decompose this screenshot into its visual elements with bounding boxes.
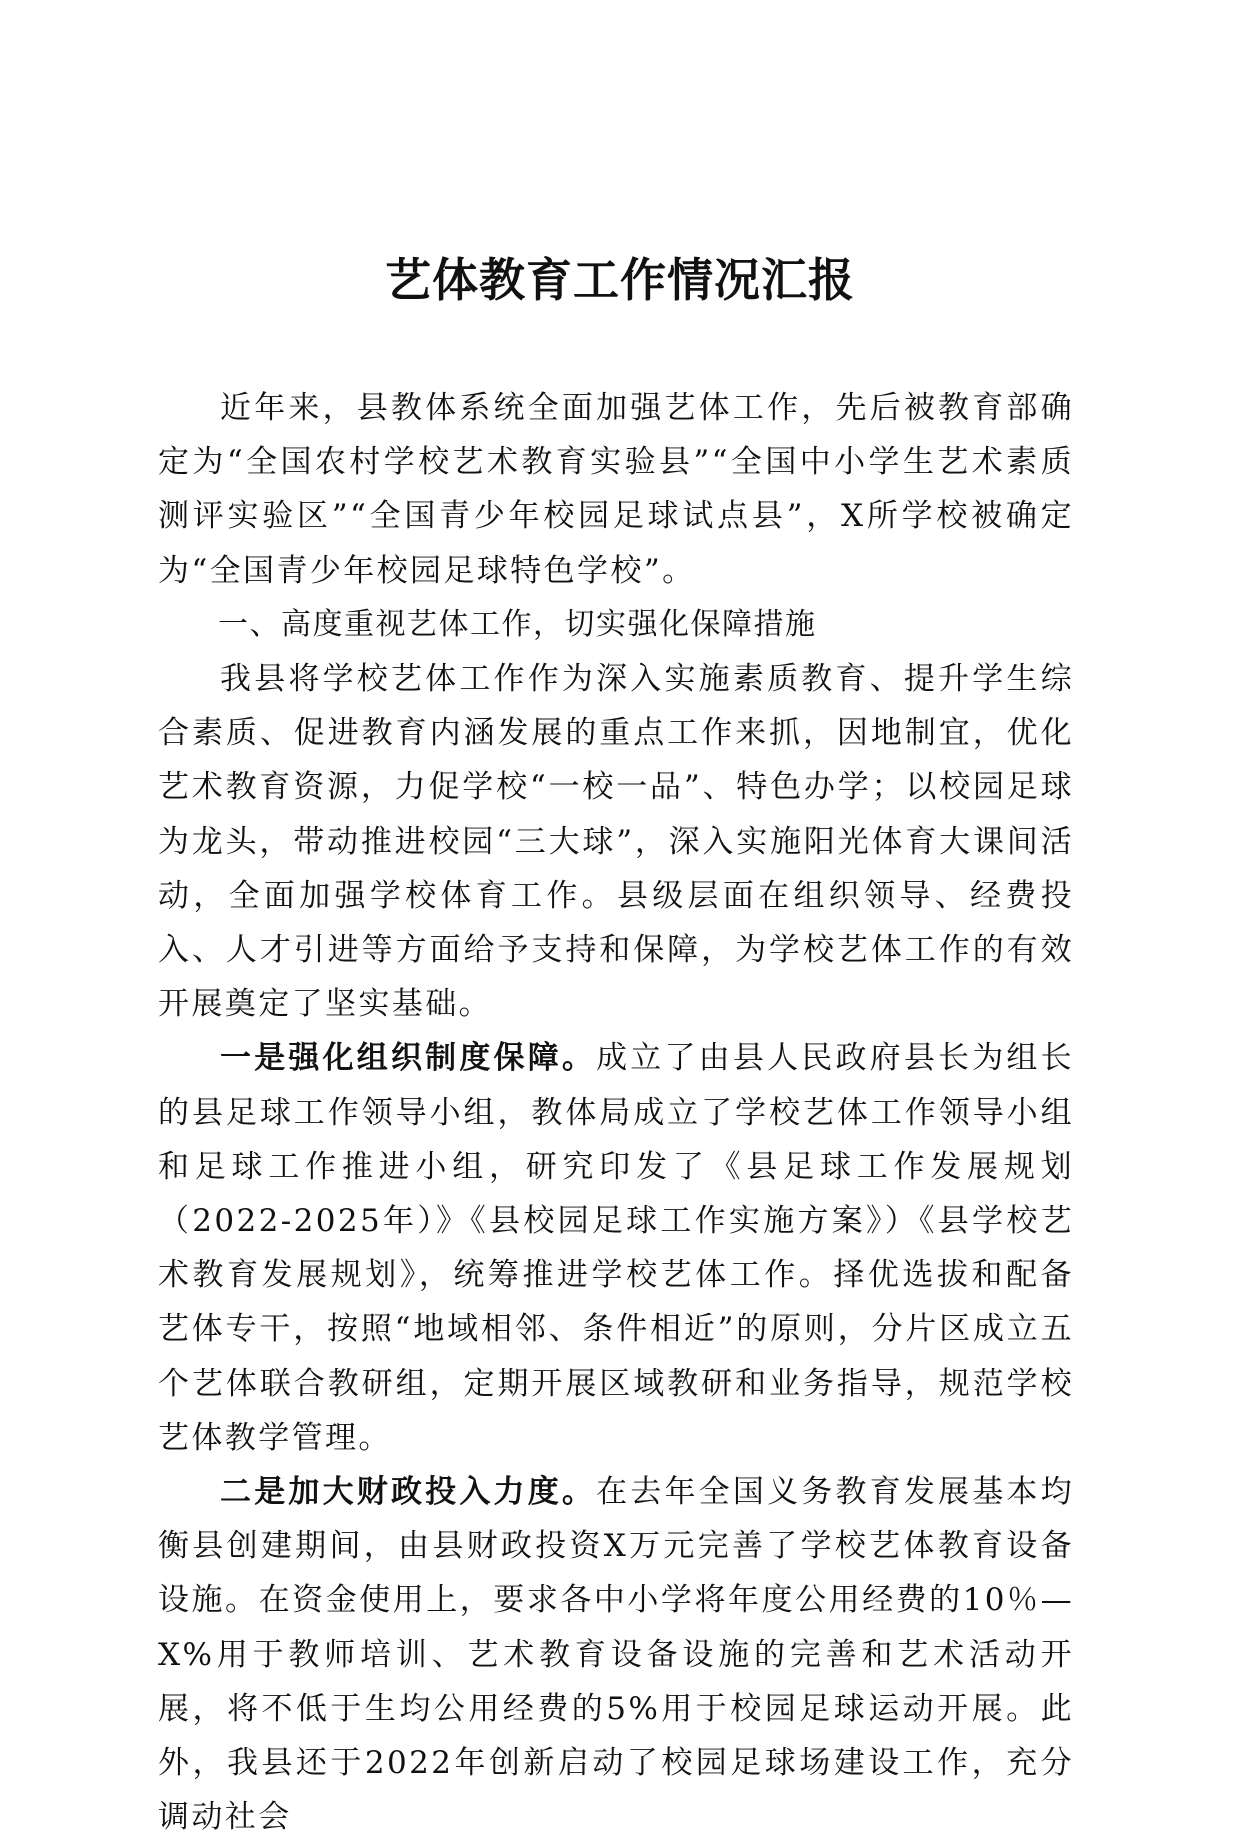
point-2-paragraph [158,1465,1074,1844]
point-1-lead: 一是强化组织制度保障。 [220,1040,597,1077]
section-1-paragraph: 我县将学校艺体工作作为深入实施素质教育、提升学生综合素质、促进教育内涵发展的重点工作来抓，因地制宜，优化艺术教育资源，力促学校“一校一品”、特色办学；以校园足球为龙头，带动推进校园“三大球”，深入实施阳光体育大课间活动，全面加强学校体育工作。县级层面在组织领导、经费投入、人才引进等方面给予支持和保障，为学校艺体工作的有效开展奠定了坚实基础。 [158,661,1074,1023]
document-title: 艺体教育工作情况汇报 [385,253,855,307]
point-2-lead: 二是加大财政投入力度。 [220,1474,597,1511]
point-1-paragraph [158,1031,1074,1465]
document-body [158,381,1074,1844]
intro-paragraph: 近年来，县教体系统全面加强艺体工作，先后被教育部确定为“全国农村学校艺术教育实验县”“全国中小学生艺术素质测评实验区”“全国青少年校园足球试点县”，X所学校被确定为“全国青少年校园足球特色学校”。 [158,390,1074,589]
point-1-text: 成立了由县人民政府县长为组长的县足球工作领导小组，教体局成立了学校艺体工作领导小组和足球工作推进小组，研究印发了《县足球工作发展规划（2022-2025年）》《县校园足球工作实施方案》）《县学校艺术教育发展规划》，统筹推进学校艺体工作。择优选拔和配备艺体专干，按照“地域相邻、条件相近”的原则，分片区成立五个艺体联合教研组，定期开展区域教研和业务指导，规范学校艺体教学管理。 [158,1040,1074,1456]
section-heading-1: 一、高度重视艺体工作，切实强化保障措施 [218,606,817,642]
point-2-text: 在去年全国义务教育发展基本均衡县创建期间，由县财政投资X万元完善了学校艺体教育设备设施。在资金使用上，要求各中小学将年度公用经费的10％—X%用于教师培训、艺术教育设备设施的完善和艺术活动开展，将不低于生均公用经费的5%用于校园足球运动开展。此外，我县还于2022年创新启动了校园足球场建设工作，充分调动社会 [158,1474,1074,1836]
